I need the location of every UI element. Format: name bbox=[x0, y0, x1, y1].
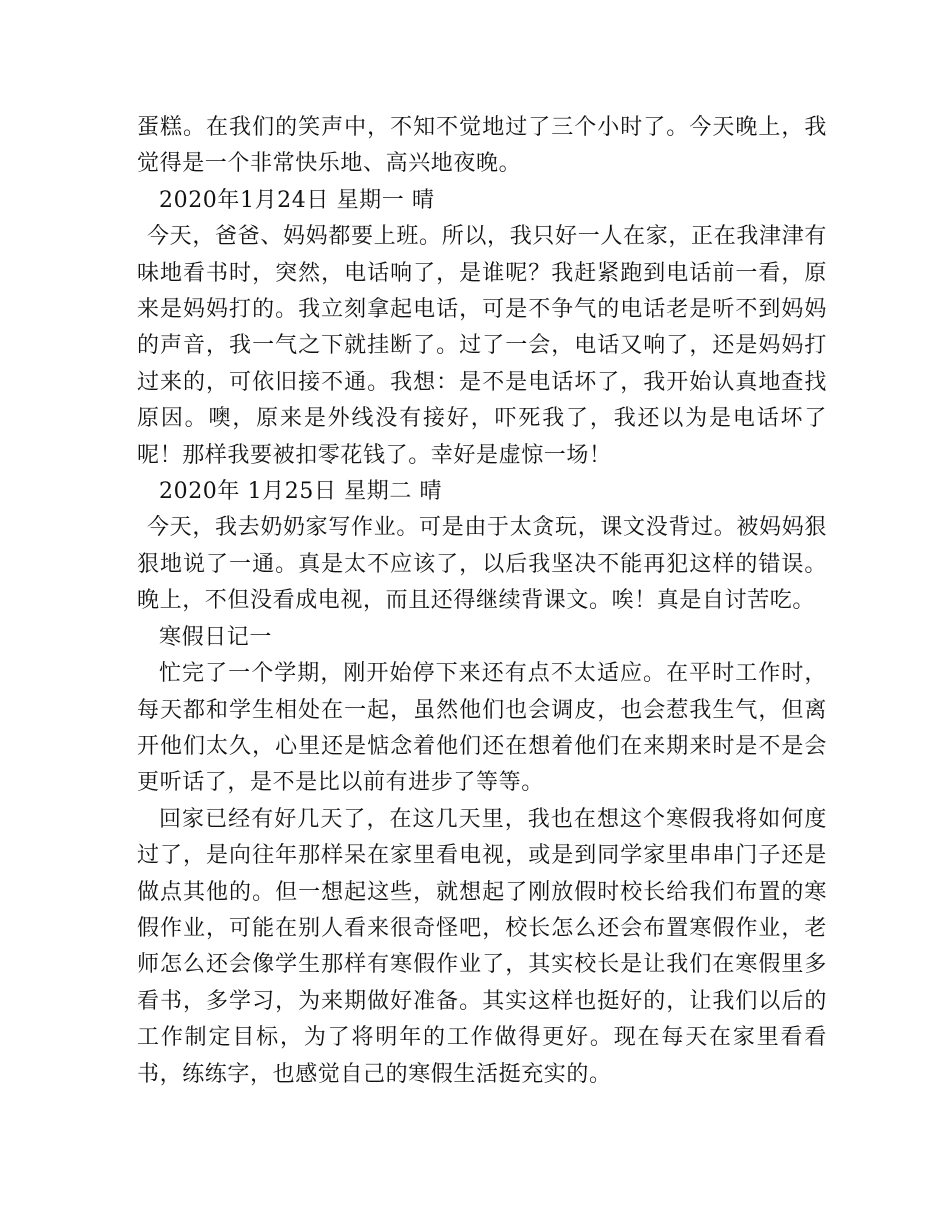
section-title: 寒假日记一 bbox=[159, 624, 273, 650]
diary-date-heading: 2020年1月24日 星期一 晴 bbox=[159, 187, 435, 213]
paragraph-diary-entry: 今天，爸爸、妈妈都要上班。所以，我只好一人在家，正在我津津有味地看书时，突然，电话响了，是谁呢？我赶紧跑到电话前一看，原来是妈妈打的。我立刻拿起电话，可是不争气的电话老是听不到妈妈的声音，我一气之下就挂断了。过了一会，电话又响了，还是妈妈打过来的，可依旧接不通。我想：是不是电话坏了，我开始认真地查找原因。噢，原来是外线没有接好，吓死我了，我还以为是电话坏了呢！那样我要被扣零花钱了。幸好是虚惊一场！ bbox=[137, 224, 827, 468]
paragraph-body: 忙完了一个学期，刚开始停下来还有点不太适应。在平时工作时，每天都和学生相处在一起，虽然他们也会调皮，也会惹我生气，但离开他们太久，心里还是惦念着他们还在想着他们在来期来时是不是会更听话了，是不是比以前有进步了等等。 bbox=[137, 661, 827, 796]
diary-date-heading: 2020年 1月25日 星期二 晴 bbox=[159, 479, 443, 505]
paragraph-body: 回家已经有好几天了，在这几天里，我也在想这个寒假我将如何度过了，是向往年那样呆在家里看电视，或是到同学家里串串门子还是做点其他的。但一想起这些，就想起了刚放假时校长给我们布置的寒假作业，可能在别人看来很奇怪吧，校长怎么还会布置寒假作业，老师怎么还会像学生那样有寒假作业了，其实校长是让我们在寒假里多看书，多学习，为来期做好准备。其实这样也挺好的，让我们以后的工作制定目标，为了将明年的工作做得更好。现在每天在家里看看书，练练字，也感觉自己的寒假生活挺充实的。 bbox=[137, 806, 827, 1087]
paragraph-diary-ending: 蛋糕。在我们的笑声中，不知不觉地过了三个小时了。今天晚上，我觉得是一个非常快乐地、高兴地夜晚。 bbox=[137, 115, 827, 177]
paragraph-diary-entry: 今天，我去奶奶家写作业。可是由于太贪玩，课文没背过。被妈妈狠狠地说了一通。真是太不应该了，以后我坚决不能再犯这样的错误。晚上，不但没看成电视，而且还得继续背课文。唉！真是自讨苦吃。 bbox=[137, 515, 827, 614]
document-body bbox=[137, 110, 827, 1093]
